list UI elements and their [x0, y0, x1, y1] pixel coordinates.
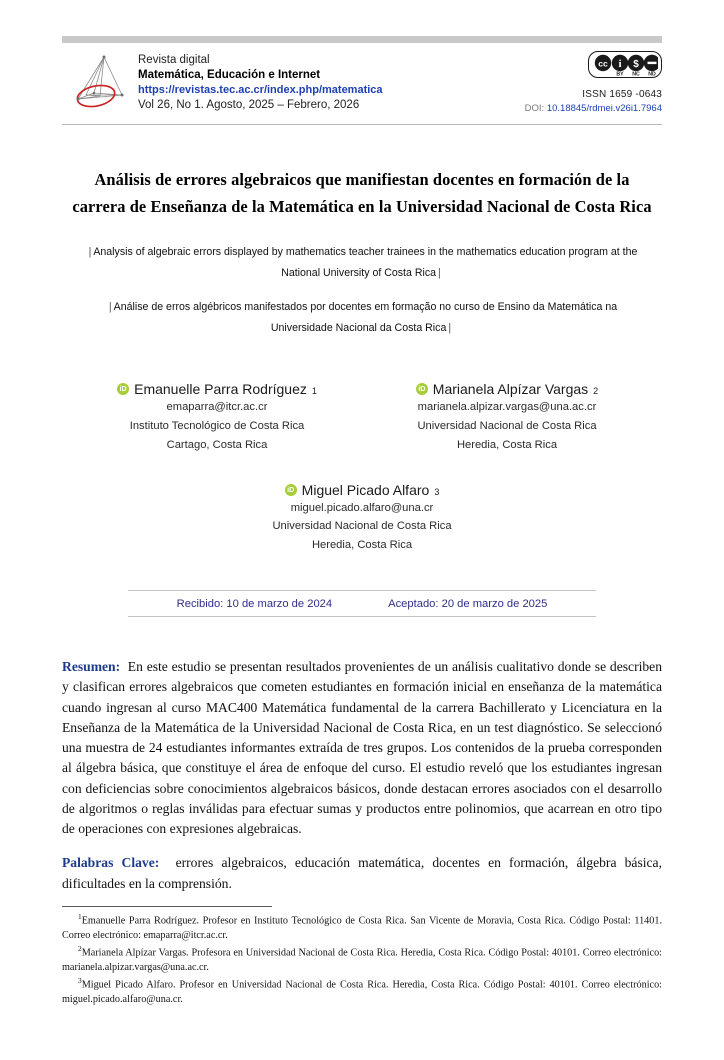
title-bar-right: |: [438, 266, 441, 279]
author-name-row: [94, 381, 340, 397]
svg-text:NC: NC: [632, 71, 640, 77]
author-institution: Instituto Tecnológico de Costa Rica: [129, 419, 305, 432]
top-gray-bar: [62, 36, 662, 43]
author-email[interactable]: marianela.alpizar.vargas@una.ac.cr: [417, 400, 597, 413]
journal-info: [138, 49, 484, 113]
author-institution: Universidad Nacional de Costa Rica: [417, 419, 597, 432]
doi-label: DOI:: [524, 103, 545, 114]
footnote-2: [62, 944, 662, 976]
author-name-row: [384, 381, 630, 397]
footnote-3: [62, 976, 662, 1008]
author-city: Cartago, Costa Rica: [166, 438, 268, 451]
received-date: Recibido: 10 de marzo de 2024: [176, 598, 333, 611]
author-footnote-marker[interactable]: 1: [311, 385, 317, 396]
author-marianela-alpizar-vargas: [384, 381, 630, 454]
author-row-2: [62, 482, 662, 555]
footnote-text: Marianela Alpízar Vargas. Profesora en Universidad Nacional de Costa Rica. Heredia, Costa Rica. Código Postal: 40101. Correo electrónico: marianela.alpizar.vargas@una.ac.cr.: [62, 947, 662, 974]
author-miguel-picado-alfaro: [239, 482, 485, 555]
author-emanuelle-parra-rodriguez: [94, 381, 340, 454]
orcid-id-icon[interactable]: [285, 484, 297, 496]
title-bar-right-pt: |: [448, 322, 452, 335]
keywords-section: [62, 853, 662, 894]
author-row-1: [62, 381, 662, 454]
author-footnote-marker[interactable]: 3: [434, 486, 440, 497]
journal-kind: Revista digital: [138, 54, 210, 66]
footnote-text: Miguel Picado Alfaro. Profesor en Universidad Nacional de Costa Rica. Heredia, Costa Rica. Código Postal: 40101. Correo electrónico: miguel.picado.alfaro@una.cr.: [62, 979, 662, 1006]
svg-text:$: $: [633, 59, 639, 70]
portuguese-title-text: Análise de erros algébricos manifestados por docentes em formação no curso de Ensino da Matemática na Universidade Nacional da Costa Rica: [113, 301, 618, 335]
journal-name: Matemática, Educación e Internet: [138, 69, 321, 82]
footnotes-section: [62, 906, 662, 1008]
doi-identifier[interactable]: 10.18845/rdmei.v26i1.7964: [546, 103, 662, 114]
journal-volume-line: Vol 26, No 1. Agosto, 2025 – Febrero, 2026: [138, 98, 360, 111]
abstract-section: [62, 657, 662, 839]
journal-logo: [62, 49, 138, 115]
author-footnote-marker[interactable]: 2: [593, 385, 599, 396]
footnote-marker: 2: [78, 944, 82, 954]
author-name: Miguel Picado Alfaro: [301, 481, 430, 498]
journal-url-link[interactable]: https://revistas.tec.ac.cr/index.php/matematica: [138, 84, 383, 97]
footnote-separator: [62, 906, 272, 907]
author-name: Emanuelle Parra Rodríguez: [134, 380, 307, 397]
cc-by-nc-nd-icon[interactable]: [588, 51, 662, 78]
author-email[interactable]: emaparra@itcr.ac.cr: [166, 400, 268, 413]
journal-identifiers: [484, 49, 662, 114]
svg-text:cc: cc: [598, 58, 608, 69]
title-bar-left-pt: |: [108, 301, 112, 314]
svg-text:ND: ND: [648, 71, 656, 77]
paper-page: [0, 36, 724, 1060]
author-city: Heredia, Costa Rica: [311, 539, 413, 552]
author-name: Marianela Alpízar Vargas: [432, 380, 589, 397]
issn-text: ISSN 1659 -0643: [582, 89, 662, 100]
title-bar-left: |: [88, 246, 92, 259]
keywords-label: Palabras Clave:: [62, 855, 160, 871]
author-block: [62, 381, 662, 554]
author-institution: Universidad Nacional de Costa Rica: [272, 520, 452, 533]
abstract-label: Resumen:: [62, 659, 121, 675]
footnote-1: [62, 912, 662, 944]
accepted-date: Aceptado: 20 de marzo de 2025: [388, 598, 548, 611]
english-title-text: Analysis of algebraic errors displayed by mathematics teacher trainees in the mathematics education program at the National University of Costa Rica: [93, 246, 638, 279]
paper-title-english: [76, 242, 648, 283]
journal-geometry-logo-icon: [70, 51, 130, 115]
svg-text:i: i: [618, 58, 622, 70]
journal-masthead: [62, 43, 662, 125]
svg-text:BY: BY: [616, 71, 624, 77]
orcid-id-icon[interactable]: [117, 383, 129, 395]
author-name-row: [239, 482, 485, 498]
paper-title: Análisis de errores algebraicos que manifiestan docentes en formación de la carrera de Enseñanza de la Matemática en la Universidad Nacional de Costa Rica: [72, 170, 652, 216]
author-city: Heredia, Costa Rica: [456, 438, 558, 451]
publication-dates: [128, 590, 596, 617]
footnote-text: Emanuelle Parra Rodríguez. Profesor en Instituto Tecnológico de Costa Rica. San Vicente de Moravia, Costa Rica. Código Postal: 11401. Correo electrónico: emaparra@itcr.ac.cr.: [62, 915, 662, 942]
keywords-text: errores algebraicos, educación matemática, docentes en formación, álgebra básica, dificultades en la comprensión.: [62, 855, 662, 891]
author-email[interactable]: miguel.picado.alfaro@una.cr: [290, 501, 434, 514]
abstract-text: En este estudio se presentan resultados provenientes de un análisis cualitativo donde se describen y clasifican errores algebraicos que cometen estudiantes en formación inicial en enseñanza de la matemática cuando ingresan al curso MAC400 Matemática fundamental de la carrera Bachillerato y Licenciatura en la Enseñanza de la Matemática de la Universidad Nacional de Costa Rica, en un test diagnóstico. Se seleccionó una muestra de 24 estudiantes informantes extraída de tres grupos. Los contenidos de la prueba corresponden al álgebra básica, que constituye el área de enfoque del curso. El estudio reveló que los estudiantes ingresan con deficiencias sobre conocimientos algebraicos básicos, donde destacan errores asociados con el desarrollo de algoritmos o reglas inválidas para efectuar sumas y productos entre polinomios, que acarrean en otro tipo de operaciones con expresiones algebraicas.: [62, 659, 662, 837]
paper-title-portuguese: [76, 297, 648, 338]
orcid-id-icon[interactable]: [416, 383, 428, 395]
footnote-marker: 3: [78, 976, 82, 986]
doi-line: [484, 103, 662, 114]
footnote-marker: 1: [78, 912, 82, 922]
